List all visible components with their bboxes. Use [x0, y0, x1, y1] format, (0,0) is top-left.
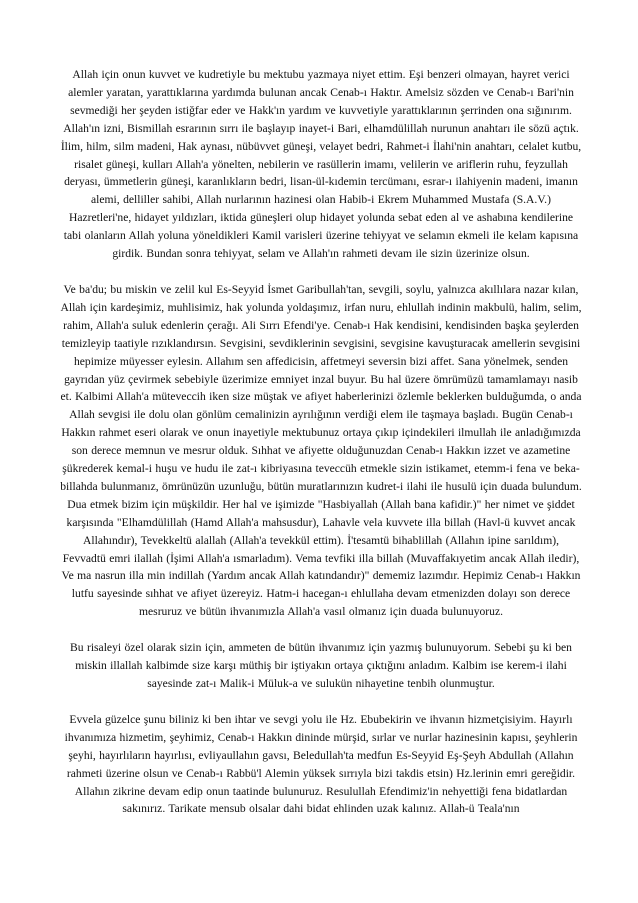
letter-page — [60, 66, 582, 818]
paragraph-instructions: Evvela güzelce şunu biliniz ki ben ihtar ve sevgi yolu ile Hz. Ebubekirin ve ihvanın hizmetçisiyim. Hayırlı ihvanımıza hizmetim, şeyhimiz, Cenab-ı Hakkın dininde mürşid, sırlar ve nurlar hazinesinin kapısı, şeyhlerin şeyhi, hayırlıların hayırlısı, evliyaullahın gavsı, Beledullah'ta medfun Es-Seyyid Eş-Şeyh Abdullah (Allahın rahmeti üzerine olsun ve Cenab-ı Rabbü'l Alemin yüksek sırrıyla bizi takdis etsin) Hz.lerinin emri gereğidir. Allahın zikrine devam edip onun taatinde bulunuruz. Resulullah Efendimiz'in nehyettiği fena bidatlardan sakınırız. Tarikate mensub olsalar dahi bidat ehlinden uzak kalınız. Allah-ü Teala'nın — [64, 712, 578, 816]
paragraph-spacer — [60, 693, 582, 711]
paragraph-salutation: Ve ba'du; bu miskin ve zelil kul Es-Seyyid İsmet Garibullah'tan, sevgili, soylu, yalnızca akıllılara nazar kılan, Allah için kardeşimiz, muhlisimiz, hak yolunda yoldaşımız, irfan nuru, ehlullah indinin makbulü, halim, selim, rahim, Allah'a suluk edenlerin çerağı. Ali Sırrı Efendi'ye. Cenab-ı Hak kendisini, kendisinden başka şeylerden temizleyip taatiyle rızıklandırsın. Sevgisini, sevdiklerinin sevgisini, sevgisine kavuşturacak amellerin sevgisini hepimize müyesser eylesin. Allahım sen affedicisin, affetmeyi seversin bizi affet. Sana yönelmek, senden gayrıdan yüz çevirmek sebebiyle üzerimize emniyet inzal buyur. Bu hal üzere ömrümüzü tamamlamayı nasib et. Kalbimi Allah'a müteveccih iken size müştak ve afiyet haberlerinizi özlemle beklerken bulduğumda, o anda Allah sevgisi ile dolu olan gönlüm cemalinizin ayrılığının verdiği elem ile taşmaya başladı. Bugün Cenab-ı Hakkın rahmet eseri olarak ve onun inayetiyle mektubunuz ortaya çıkıp içindekileri ilmullah ile anladığımızda son derece memnun ve mesrur olduk. Sıhhat ve afiyette olduğunuzdan Cenab-ı Hakkın izzet ve azametine şükrederek kemal-i huşu ve hudu ile zat-ı kibriyasına teveccüh etmekle sizin istikamet, etemm-i fena ve beka-billahda bulunmanız, ömrünüzün uzunluğu, bütün muratlarınızın kudret-i ilahi ile husulü için duada bulundum. Dua etmek bizim için müşkildir. Her hal ve işimizde "Hasbiyallah (Allah bana kafidir.)" her nimet ve şiddet karşısında "Elhamdülillah (Hamd Allah'a mahsusdur), Lahavle vela kuvvete illa billah (Havl-ü kuvvet ancak Allahındır), Tevekkeltü alallah (Allah'a tevekkül ettim). İ'tesamtü bihablillah (Allahın ipine sarıldım), Fevvadtü emri ilallah (İşimi Allah'a ısmarladım). Vema tevfiki illa billah (Muvaffakıyetim ancak Allah iledir), Ve ma nasrun illa min indillah (Yardım ancak Allah katındandır)" dememiz lazımdır. Hepimiz Cenab-ı Hakkın lutfu sayesinde sıhhat ve afiyet üzereyiz. Hatm-i hacegan-ı ehlullaha devam etmenizden dolayı son derece mesruruz ve bütün ihvanımızla Allah'a vasıl olmanız için duada bulunuyoruz. — [60, 282, 582, 619]
paragraph-opening: Allah için onun kuvvet ve kudretiyle bu mektubu yazmaya niyet ettim. Eşi benzeri olmayan, hayret verici alemler yaratan, yarattıklarına yardımda bulunan ancak Cenab-ı Haktır. Amelsiz sözden ve Cenab-ı Bari'nin sevmediği her şeyden istiğfar eder ve Hakk'ın yardım ve kuvvetiyle yarattıklarının şerrinden ona sığınırım. Allah'ın izni, Bismillah esrarının sırrı ile başlayıp inayet-i Bari, elhamdülillah nurunun anahtarı ile sözü açtık. İlim, hilm, silm madeni, Hak aynası, nübüvvet güneşi, velayet bedri, Rahmet-i İlahi'nin anahtarı, celalet kutbu, risalet güneşi, kulları Allah'a yönelten, nebilerin ve rasüllerin imamı, velilerin ve ariflerin ruhu, feyzullah deryası, ümmetlerin güneşi, karanlıkların bedri, lisan-ül-kıdemin tercümanı, esrar-ı ilahiyenin madeni, imanın alemi, delliller sahibi, Allah nurlarının hazinesi olan Habib-i Ekrem Muhammed Mustafa (S.A.V.) Hazretleri'ne, hidayet yıldızları, iktida güneşleri olup hidayet yolunda sebat eden al ve ashabına kendilerine tabi olanların Allah yoluna yöneldikleri Kamil varisleri üzerine tehiyyat ve selamın ekmeli ile kelam kapısına girdik. Bundan sonra tehiyyat, selam ve Allah'ın rahmeti devam ile sizin üzerinize olsun. — [60, 68, 582, 261]
paragraph-purpose: Bu risaleyi özel olarak sizin için, ammeten de bütün ihvanımız için yazmış bulunuyorum. Sebebi şu ki ben miskin illallah kalbimde size karşı müthiş bir iştiyakın ortaya çıktığını anladım. Kalbim ise kerem-i ilahi sayesinde zat-ı Malik-i Müluk-a ve sulukün nihayetine tenbih olunmuştur. — [70, 641, 572, 690]
paragraph-spacer — [60, 263, 582, 281]
paragraph-spacer — [60, 621, 582, 639]
